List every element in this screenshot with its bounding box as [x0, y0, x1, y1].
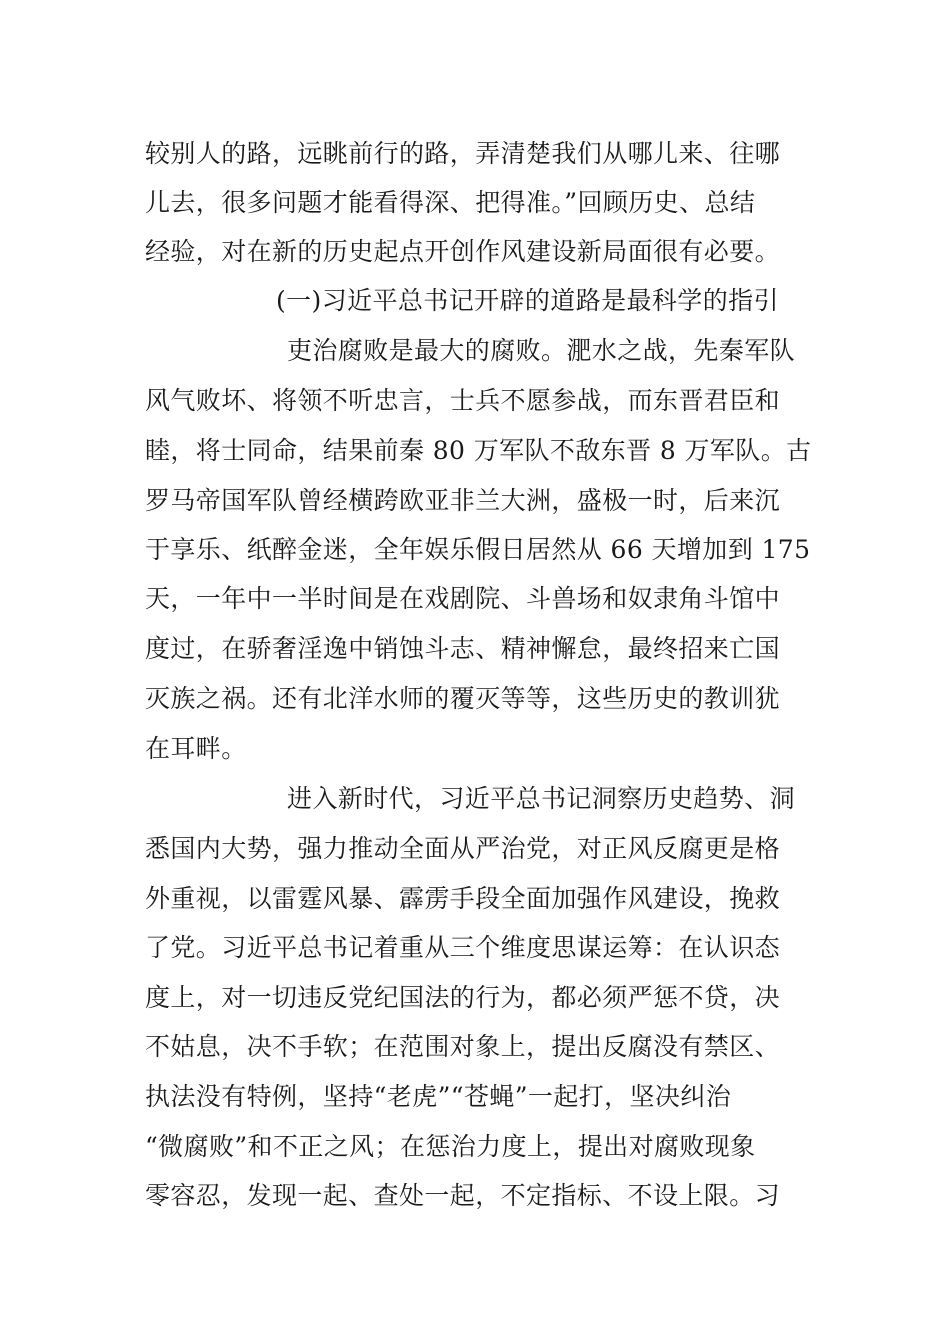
paragraph-first-line: 吏治腐败是最大的腐败。淝水之战，先秦军队	[287, 336, 796, 365]
paragraph-first-line: 进入新时代，习近平总书记洞察历史趋势、洞	[287, 784, 796, 813]
text-line: 天，一年中一半时间是在戏剧院、斗兽场和奴隶角斗馆中	[145, 584, 781, 613]
text-line: 罗马帝国军队曾经横跨欧亚非兰大洲，盛极一时，后来沉	[145, 486, 781, 515]
text-line: 悉国内大势，强力推动全面从严治党，对正风反腐更是格	[145, 834, 781, 863]
text-line: 了党。习近平总书记着重从三个维度思谋运筹：在认识态	[145, 933, 781, 962]
text-line: 灭族之祸。还有北洋水师的覆灭等等，这些历史的教训犹	[145, 684, 781, 713]
text-line: 于享乐、纸醉金迷，全年娱乐假日居然从 66 天增加到 175	[145, 535, 811, 564]
text-line: 在耳畔。	[145, 734, 247, 763]
text-line: 执法没有特例，坚持“老虎”“苍蝇”一起打，坚决纠治	[145, 1082, 732, 1111]
text-line: 儿去，很多问题才能看得深、把得准。”回顾历史、总结	[145, 188, 756, 217]
text-line: 外重视，以雷霆风暴、霹雳手段全面加强作风建设，挽救	[145, 884, 781, 913]
text-line: 度上，对一切违反党纪国法的行为，都必须严惩不贷，决	[145, 983, 781, 1012]
text-line: 不姑息，决不手软；在范围对象上，提出反腐没有禁区、	[145, 1032, 781, 1061]
text-line: 风气败坏、将领不听忠言，士兵不愿参战，而东晋君臣和	[145, 386, 781, 415]
text-line: 经验，对在新的历史起点开创作风建设新局面很有必要。	[145, 237, 781, 266]
text-line: 睦，将士同命，结果前秦 80 万军队不敌东晋 8 万军队。古	[145, 436, 812, 465]
text-line: 度过，在骄奢淫逸中销蚀斗志、精神懈怠，最终招来亡国	[145, 634, 781, 663]
section-heading: (一)习近平总书记开辟的道路是最科学的指引	[276, 286, 779, 315]
text-line: “微腐败”和不正之风；在惩治力度上，提出对腐败现象	[145, 1132, 756, 1161]
text-line: 较别人的路，远眺前行的路，弄清楚我们从哪儿来、往哪	[145, 139, 781, 168]
text-line: 零容忍，发现一起、查处一起，不定指标、不设上限。习	[145, 1181, 781, 1210]
